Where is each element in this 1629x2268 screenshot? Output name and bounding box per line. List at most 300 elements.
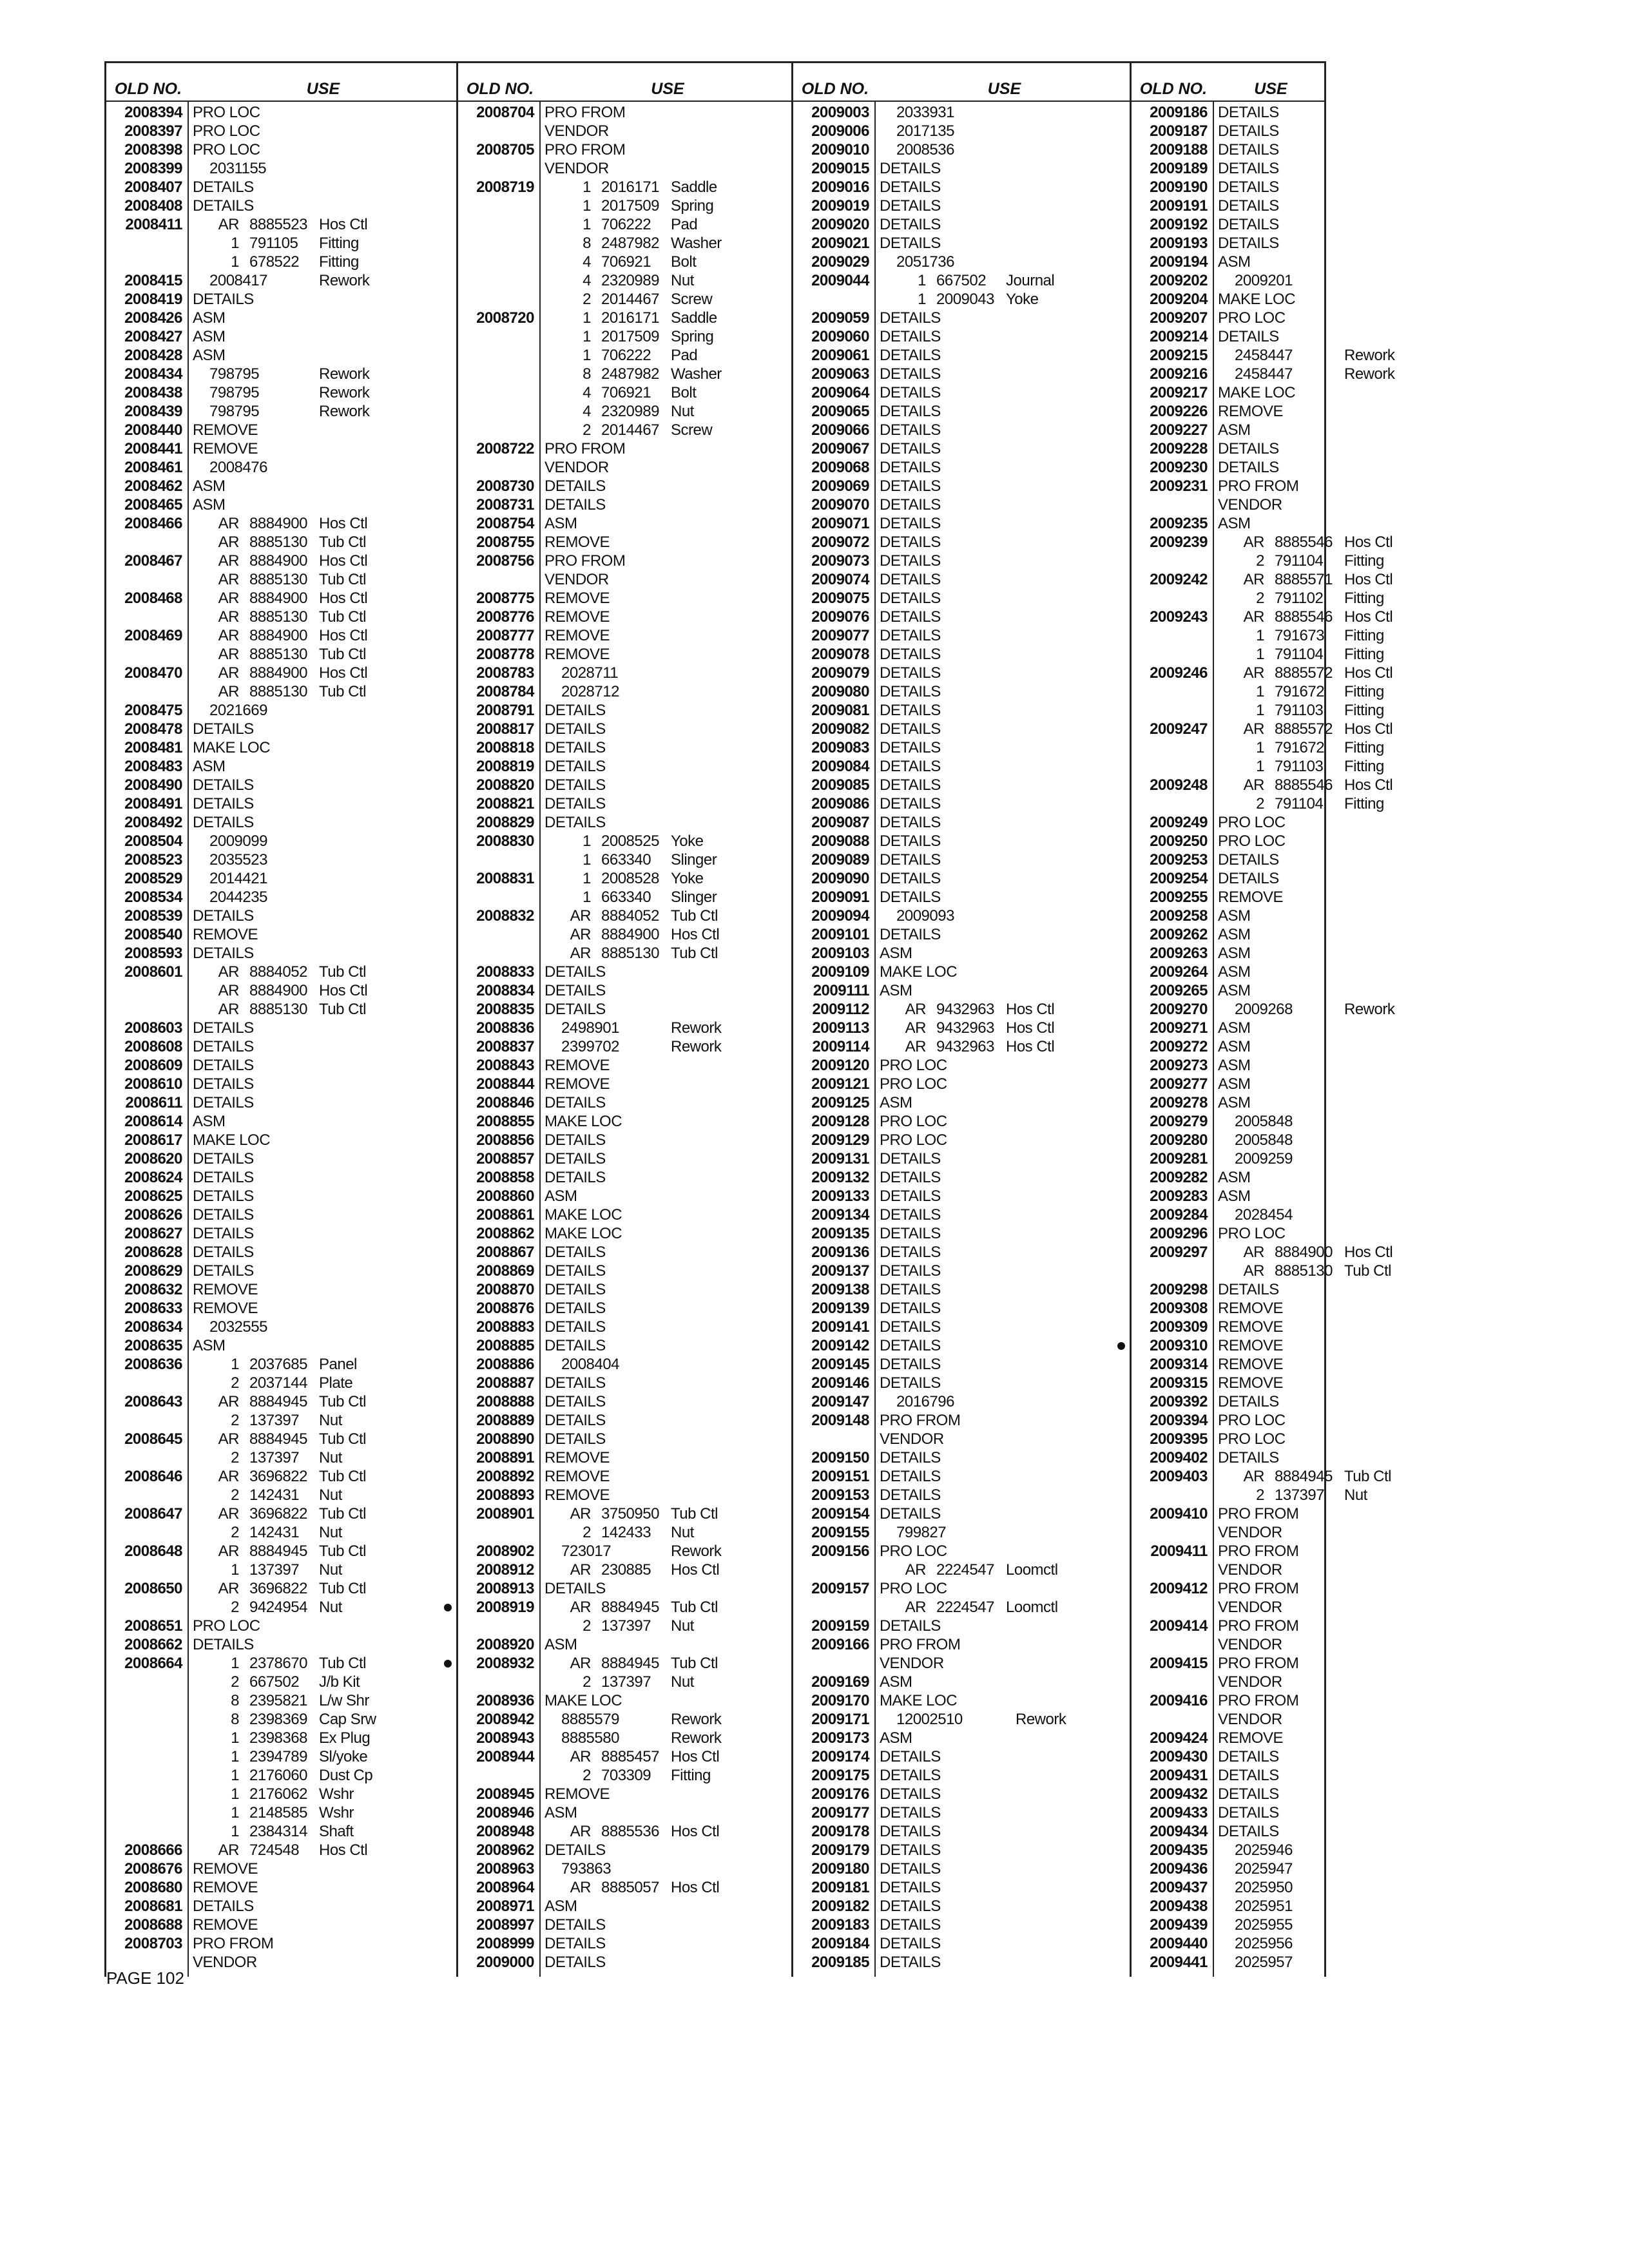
header-rule: [1132, 101, 1326, 102]
old-number: 2008722: [476, 440, 534, 457]
part-number: 2009043: [936, 291, 994, 308]
table-row: [106, 1056, 456, 1075]
use-action: DETAILS: [545, 1374, 606, 1392]
part-number: 667502: [936, 272, 987, 289]
old-number: 2008754: [476, 515, 534, 532]
quantity: AR: [1243, 776, 1264, 794]
part-description: Hos Ctl: [319, 627, 368, 644]
quantity: 1: [231, 1748, 239, 1765]
quantity: AR: [218, 1430, 239, 1448]
part-description: Fitting: [1344, 552, 1384, 570]
use-action: DETAILS: [880, 1841, 941, 1859]
table-row: [1132, 1430, 1326, 1448]
part-number: 2028711: [561, 664, 619, 682]
part-description: Tub Ctl: [671, 1505, 718, 1523]
use-action: DETAILS: [193, 1038, 254, 1055]
old-number: 2008834: [476, 982, 534, 999]
part-number: 9432963: [936, 1001, 994, 1018]
part-number: 2014467: [601, 291, 659, 308]
table-row: [458, 1075, 793, 1093]
use-action: DETAILS: [880, 795, 941, 812]
quantity: AR: [1243, 1244, 1264, 1261]
quantity: 2: [583, 1524, 591, 1541]
old-number: 2009410: [1150, 1505, 1208, 1523]
part-number: 3696822: [249, 1580, 307, 1597]
old-number: 2008887: [476, 1374, 534, 1392]
use-action: DETAILS: [880, 1468, 941, 1485]
quantity: 1: [1256, 758, 1264, 775]
part-number: 8884945: [1275, 1468, 1333, 1485]
table-row: [793, 1318, 1132, 1336]
use-action: DETAILS: [193, 291, 254, 308]
quantity: 4: [583, 253, 591, 271]
use-action: DETAILS: [880, 851, 941, 869]
old-number: 2009088: [811, 832, 869, 850]
old-number: 2009414: [1150, 1617, 1208, 1635]
table-row: [1132, 309, 1326, 327]
use-action: ASM: [1218, 1169, 1251, 1186]
part-number: 2051736: [896, 253, 954, 271]
use-action: DETAILS: [1218, 1393, 1279, 1410]
use-action: PRO FROM: [1218, 1617, 1299, 1635]
part-description: Hos Ctl: [1006, 1001, 1055, 1018]
old-number: 2009258: [1150, 907, 1208, 925]
old-number: 2008634: [124, 1318, 182, 1336]
part-description: Nut: [671, 1673, 694, 1691]
use-action: DETAILS: [1218, 178, 1279, 196]
part-description: Nut: [671, 1617, 694, 1635]
table-row: [793, 1075, 1132, 1093]
quantity: 2: [1256, 590, 1264, 607]
use-action: DETAILS: [880, 235, 941, 252]
part-description: Rework: [671, 1038, 722, 1055]
old-number: 2009060: [811, 328, 869, 345]
old-number: 2008608: [124, 1038, 182, 1055]
old-number: 2008855: [476, 1113, 534, 1130]
table-row: [793, 1561, 1132, 1579]
old-number: 2009296: [1150, 1225, 1208, 1242]
table-row: [1132, 850, 1326, 869]
old-number: 2009432: [1150, 1785, 1208, 1803]
table-row: [106, 1542, 456, 1561]
use-action: ASM: [880, 1094, 912, 1111]
table-row: [458, 439, 793, 458]
use-action: REMOVE: [1218, 1318, 1284, 1336]
table-row: [458, 103, 793, 122]
part-number: 142433: [601, 1524, 651, 1541]
part-description: Wshr: [319, 1804, 354, 1821]
old-number: 2009217: [1150, 384, 1208, 401]
use-action: DETAILS: [193, 178, 254, 196]
use-action: DETAILS: [880, 440, 941, 457]
old-number: 2008635: [124, 1337, 182, 1354]
part-number: 2031155: [209, 160, 267, 177]
old-number: 2009139: [811, 1300, 869, 1317]
part-number: 2025956: [1235, 1935, 1293, 1952]
part-number: 8884900: [249, 590, 307, 607]
old-number: 2009169: [811, 1673, 869, 1691]
quantity: 1: [231, 1804, 239, 1821]
use-action: REMOVE: [193, 926, 258, 943]
quantity: AR: [905, 1599, 926, 1616]
table-row: [458, 178, 793, 197]
table-row: [793, 1149, 1132, 1168]
quantity: AR: [218, 515, 239, 532]
quantity: 1: [1256, 739, 1264, 756]
old-number: 2008408: [124, 197, 182, 215]
table-row: [106, 383, 456, 402]
part-number: 137397: [601, 1673, 651, 1691]
quantity: 1: [231, 1823, 239, 1840]
table-row: [1132, 1579, 1326, 1598]
old-number: 2009187: [1150, 122, 1208, 140]
table-row: [106, 290, 456, 309]
table-row: [793, 813, 1132, 832]
use-action: ASM: [1218, 926, 1251, 943]
old-number: 2008624: [124, 1169, 182, 1186]
use-action: ASM: [880, 1673, 912, 1691]
use-action: MAKE LOC: [193, 1131, 271, 1149]
table-row: [458, 1411, 793, 1430]
table-row: [1132, 664, 1393, 682]
table-row: [793, 1374, 1132, 1392]
old-number: 2008913: [476, 1580, 534, 1597]
use-action: DETAILS: [545, 1412, 606, 1429]
quantity: AR: [218, 1542, 239, 1560]
old-number: 2008461: [124, 459, 182, 476]
part-description: Slinger: [671, 851, 717, 869]
table-row: [1132, 1766, 1326, 1785]
old-number: 2008857: [476, 1150, 534, 1168]
table-row: [793, 1131, 1132, 1149]
part-description: Hos Ctl: [1344, 1244, 1393, 1261]
part-description: Tub Ctl: [319, 683, 366, 700]
part-number: 706921: [601, 253, 651, 271]
part-number: 8885572: [1275, 720, 1333, 738]
old-number: 2009435: [1150, 1841, 1208, 1859]
table-row: [793, 850, 1132, 869]
old-number: 2009174: [811, 1748, 869, 1765]
table-row: [793, 963, 1132, 981]
quantity: 4: [583, 384, 591, 401]
old-number: 2008784: [476, 683, 534, 700]
part-description: Hos Ctl: [671, 1561, 720, 1579]
part-number: 12002510: [896, 1711, 963, 1728]
table-row: [793, 1617, 1132, 1635]
use-action: ASM: [1218, 963, 1251, 981]
old-number: 2008703: [124, 1935, 182, 1952]
part-description: Yoke: [1006, 291, 1039, 308]
table-row: [793, 664, 1132, 682]
quantity: AR: [1243, 571, 1264, 588]
table-row: [1132, 1803, 1326, 1822]
use-action: REMOVE: [545, 533, 610, 551]
part-number: 2016796: [896, 1393, 954, 1410]
table-row: [1132, 178, 1326, 197]
bullet-marker: [444, 1660, 452, 1667]
old-number: 2008756: [476, 552, 534, 570]
old-number: 2009080: [811, 683, 869, 700]
old-number: 2009281: [1150, 1150, 1208, 1168]
table-row: [793, 1729, 1132, 1747]
table-row: [793, 365, 1132, 383]
table-row: [1132, 1299, 1326, 1318]
table-row: [106, 271, 456, 290]
part-number: 9424954: [249, 1599, 307, 1616]
use-action: REMOVE: [545, 627, 610, 644]
use-action: DETAILS: [880, 1206, 941, 1224]
use-action: MAKE LOC: [545, 1113, 622, 1130]
old-number: 2009184: [811, 1935, 869, 1952]
part-description: Rework: [671, 1729, 722, 1747]
part-number: 142431: [249, 1524, 300, 1541]
use-action: ASM: [1218, 1075, 1251, 1093]
table-row: [1132, 1542, 1326, 1561]
use-action: DETAILS: [193, 1150, 254, 1168]
use-action: REMOVE: [545, 1486, 610, 1504]
use-action: PRO LOC: [880, 1542, 947, 1560]
old-number: 2009207: [1150, 309, 1208, 327]
table-row: [1132, 1710, 1326, 1729]
old-number: 2008844: [476, 1075, 534, 1093]
part-number: 2008528: [601, 870, 659, 887]
old-number: 2009204: [1150, 291, 1208, 308]
old-number: 2009436: [1150, 1860, 1208, 1878]
table-row: [458, 271, 793, 290]
use-action: DETAILS: [193, 1206, 254, 1224]
table-row: [458, 850, 793, 869]
old-number: 2009272: [1150, 1038, 1208, 1055]
part-description: Spring: [671, 328, 714, 345]
old-number: 2008394: [124, 104, 182, 121]
table-row: [1132, 944, 1326, 963]
old-number: 2008835: [476, 1001, 534, 1018]
table-row: [1132, 1617, 1326, 1635]
table-column: [456, 63, 793, 1977]
old-number: 2009101: [811, 926, 869, 943]
part-number: 2044235: [209, 889, 267, 906]
part-number: 2005848: [1235, 1131, 1293, 1149]
table-row: [1132, 1411, 1326, 1430]
table-row: [106, 421, 456, 439]
old-number: 2008407: [124, 178, 182, 196]
old-number: 2008434: [124, 365, 182, 383]
table-row: [106, 234, 456, 253]
old-number: 2009112: [812, 1001, 869, 1018]
part-number: 8885536: [601, 1823, 659, 1840]
old-number: 2008627: [124, 1225, 182, 1242]
old-number: 2009278: [1150, 1094, 1208, 1111]
part-description: Sl/yoke: [319, 1748, 368, 1765]
table-row: [458, 1729, 793, 1747]
old-number: 2008662: [124, 1636, 182, 1653]
table-row: [793, 869, 1132, 888]
table-row: [106, 757, 456, 776]
table-row: [458, 159, 793, 178]
table-row: [106, 1934, 456, 1953]
use-action: DETAILS: [1218, 1281, 1279, 1298]
old-number: 2009179: [811, 1841, 869, 1859]
table-row: [106, 1093, 456, 1112]
table-row: [793, 794, 1132, 813]
part-description: Tub Ctl: [319, 1001, 366, 1018]
use-action: DETAILS: [880, 1150, 941, 1168]
use-action: DETAILS: [193, 1075, 254, 1093]
part-number: 8885130: [601, 945, 659, 962]
quantity: AR: [1243, 720, 1264, 738]
old-number: 2009121: [811, 1075, 869, 1093]
table-row: [1132, 925, 1326, 944]
table-row: [793, 421, 1132, 439]
use-action: PRO LOC: [193, 1617, 260, 1635]
table-row: [106, 1860, 456, 1878]
table-row: [458, 925, 793, 944]
table-row: [1132, 776, 1393, 794]
table-row: [106, 645, 456, 664]
use-action: DETAILS: [880, 814, 941, 831]
part-description: Washer: [671, 235, 722, 252]
table-row: [458, 626, 793, 645]
use-action: PRO LOC: [1218, 309, 1286, 327]
old-number: 2008647: [124, 1505, 182, 1523]
old-number: 2009020: [811, 216, 869, 233]
part-number: 8885130: [249, 683, 307, 700]
part-description: Hos Ctl: [1344, 608, 1393, 626]
use-action: ASM: [1218, 982, 1251, 999]
old-number: 2009270: [1150, 1001, 1208, 1018]
table-row: [793, 1336, 1132, 1355]
quantity: 2: [231, 1449, 239, 1466]
part-number: 2378670: [249, 1655, 307, 1672]
use-action: DETAILS: [880, 1898, 941, 1915]
table-row: [1132, 197, 1326, 215]
table-row: [106, 309, 456, 327]
old-number: 2009136: [811, 1244, 869, 1261]
quantity: AR: [905, 1019, 926, 1037]
quantity: AR: [218, 982, 239, 999]
use-action: DETAILS: [545, 1841, 606, 1859]
table-row: [458, 682, 793, 701]
part-number: 8885546: [1275, 533, 1333, 551]
old-no-header: OLD NO.: [114, 80, 182, 98]
old-number: 2009077: [811, 627, 869, 644]
use-action: VENDOR: [1218, 1636, 1282, 1653]
table-row: [106, 1766, 456, 1785]
old-number: 2009044: [811, 272, 869, 289]
old-number: 2009170: [811, 1692, 869, 1709]
old-number: 2009173: [811, 1729, 869, 1747]
column-header: [106, 80, 456, 99]
part-number: 2394789: [249, 1748, 307, 1765]
use-action: DETAILS: [545, 1916, 606, 1934]
table-row: [793, 701, 1132, 720]
old-number: 2008650: [124, 1580, 182, 1597]
old-number: 2009180: [811, 1860, 869, 1878]
use-action: DETAILS: [880, 160, 941, 177]
table-row: [1132, 1673, 1326, 1691]
table-row: [106, 570, 456, 589]
old-number: 2009155: [811, 1524, 869, 1541]
part-number: 791102: [1275, 590, 1324, 607]
part-description: Hos Ctl: [319, 664, 368, 682]
part-description: Washer: [671, 365, 722, 383]
table-row: [106, 1710, 456, 1729]
part-number: 8884900: [249, 982, 307, 999]
use-action: PRO FROM: [1218, 1542, 1299, 1560]
part-number: 2320989: [601, 272, 659, 289]
old-number: 2009147: [811, 1393, 869, 1410]
table-row: [793, 309, 1132, 327]
old-number: 2008885: [476, 1337, 534, 1354]
part-number: 723017: [561, 1542, 612, 1560]
old-number: 2008946: [476, 1804, 534, 1821]
use-action: DETAILS: [880, 1337, 941, 1354]
quantity: 2: [1256, 1486, 1264, 1504]
use-action: DETAILS: [545, 1150, 606, 1168]
use-action: DETAILS: [545, 758, 606, 775]
column-header: [1132, 80, 1326, 99]
header-rule: [793, 101, 1132, 102]
use-action: ASM: [1218, 515, 1251, 532]
table-row: [793, 1243, 1132, 1262]
old-number: 2009145: [811, 1356, 869, 1373]
quantity: 1: [1256, 702, 1264, 719]
table-row: [1132, 1280, 1326, 1299]
old-number: 2009003: [811, 104, 869, 121]
use-action: DETAILS: [880, 590, 941, 607]
use-action: PRO LOC: [193, 141, 260, 159]
part-number: 724548: [249, 1841, 300, 1859]
table-row: [1132, 1112, 1326, 1131]
table-row: [1132, 402, 1326, 421]
part-number: 2009268: [1235, 1001, 1293, 1018]
use-action: DETAILS: [193, 720, 254, 738]
part-number: 137397: [1275, 1486, 1325, 1504]
old-number: 2009178: [811, 1823, 869, 1840]
table-row: [458, 1635, 793, 1654]
table-row: [793, 1187, 1132, 1206]
use-action: PRO FROM: [193, 1935, 274, 1952]
quantity: 2: [583, 1673, 591, 1691]
use-action: ASM: [193, 309, 226, 327]
table-row: [106, 776, 456, 794]
old-number: 2008783: [476, 664, 534, 682]
table-row: [793, 925, 1132, 944]
quantity: AR: [218, 1468, 239, 1485]
old-number: 2009154: [811, 1505, 869, 1523]
part-number: 2021669: [209, 702, 267, 719]
old-number: 2009153: [811, 1486, 869, 1504]
use-action: DETAILS: [880, 1449, 941, 1466]
part-number: 8885579: [561, 1711, 619, 1728]
use-action: REMOVE: [1218, 1300, 1284, 1317]
table-row: [458, 1691, 793, 1710]
part-description: Hos Ctl: [1344, 720, 1393, 738]
old-number: 2008932: [476, 1655, 534, 1672]
table-row: [1132, 1654, 1326, 1673]
old-number: 2009171: [811, 1711, 869, 1728]
table-row: [106, 925, 456, 944]
use-action: DETAILS: [545, 1954, 606, 1971]
old-number: 2009250: [1150, 832, 1208, 850]
use-action: REMOVE: [545, 1468, 610, 1485]
old-number: 2009137: [811, 1262, 869, 1280]
table-row: [1132, 439, 1326, 458]
part-number: 8884900: [249, 627, 307, 644]
part-number: 2399702: [561, 1038, 619, 1055]
part-description: Tub Ctl: [319, 571, 366, 588]
table-row: [106, 103, 456, 122]
